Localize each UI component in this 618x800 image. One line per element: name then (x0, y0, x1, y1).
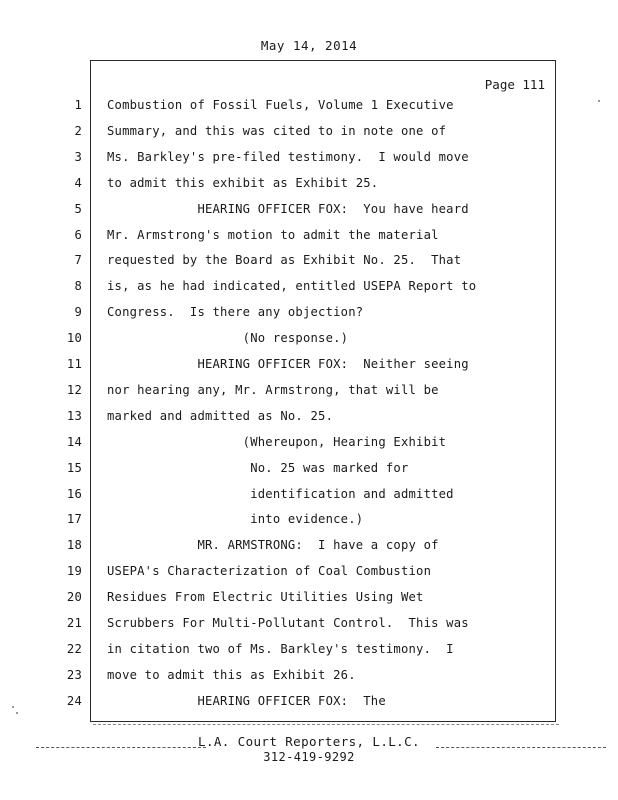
line-number: 2 (74, 123, 82, 138)
transcript-line (60, 380, 618, 400)
scan-speck (598, 100, 600, 102)
frame-bottom-border (93, 721, 559, 725)
line-number: 8 (74, 279, 82, 294)
line-text: into evidence.) (107, 512, 364, 527)
line-number: 5 (74, 201, 82, 216)
line-number: 20 (66, 590, 82, 605)
line-number: 1 (74, 98, 82, 112)
line-text: to admit this exhibit as Exhibit 25. (107, 175, 379, 190)
transcript-line (60, 225, 618, 245)
transcript-line (60, 302, 618, 322)
line-text: HEARING OFFICER FOX: The (107, 693, 386, 708)
transcript-line (60, 432, 618, 452)
line-text: Mr. Armstrong's motion to admit the material (107, 227, 439, 242)
line-number: 4 (74, 175, 82, 190)
line-text: requested by the Board as Exhibit No. 25. That (107, 253, 462, 268)
line-text: Combustion of Fossil Fuels, Volume 1 Executive (107, 98, 454, 112)
line-number: 15 (66, 460, 82, 475)
scan-speck (16, 712, 18, 714)
transcript-line (60, 639, 618, 659)
transcript-line (60, 691, 618, 711)
line-number: 10 (66, 331, 82, 346)
line-text: (Whereupon, Hearing Exhibit (107, 434, 447, 449)
transcript-line (60, 484, 618, 504)
transcript-line (60, 613, 618, 633)
scan-speck (12, 706, 14, 708)
line-number: 21 (66, 616, 82, 630)
line-number: 11 (66, 357, 82, 371)
line-text: HEARING OFFICER FOX: Neither seeing (107, 357, 469, 371)
line-text: marked and admitted as No. 25. (107, 408, 334, 423)
footer-phone: 312-419-9292 (263, 750, 355, 764)
page-number: Page 111 (484, 77, 545, 92)
footer-firm-name: L.A. Court Reporters, L.L.C. (198, 734, 420, 749)
transcript-line (60, 173, 618, 193)
line-number: 23 (66, 667, 82, 682)
line-text: USEPA's Characterization of Coal Combustion (107, 564, 432, 579)
line-text: identification and admitted (107, 486, 454, 501)
line-text: move to admit this as Exhibit 26. (107, 667, 356, 682)
transcript-line (60, 509, 618, 529)
line-text: Residues From Electric Utilities Using Wet (107, 590, 424, 605)
line-text: HEARING OFFICER FOX: You have heard (107, 201, 469, 216)
transcript-line (60, 561, 618, 581)
line-number: 7 (74, 253, 82, 268)
transcript-line (60, 276, 618, 296)
line-number: 12 (66, 382, 82, 397)
line-number: 22 (66, 641, 82, 656)
line-number: 6 (74, 227, 82, 242)
line-number: 9 (74, 305, 82, 320)
transcript-line (60, 250, 618, 270)
transcript-line (60, 121, 618, 141)
line-text: No. 25 was marked for (107, 460, 409, 475)
line-number: 3 (74, 149, 82, 164)
transcript-line (60, 587, 618, 607)
header-date: May 14, 2014 (260, 38, 358, 53)
line-number: 13 (66, 408, 82, 423)
line-number: 18 (66, 538, 82, 553)
line-number: 16 (66, 486, 82, 501)
line-text: Scrubbers For Multi-Pollutant Control. This was (107, 616, 469, 630)
transcript-line (60, 535, 618, 555)
line-number: 14 (66, 434, 82, 449)
line-text: Congress. Is there any objection? (107, 305, 364, 320)
transcript-line (60, 199, 618, 219)
line-text: (No response.) (107, 331, 349, 346)
line-text: Ms. Barkley's pre-filed testimony. I would move (107, 149, 469, 164)
line-text: nor hearing any, Mr. Armstrong, that will be (107, 382, 439, 397)
transcript-line (60, 665, 618, 685)
transcript-line (60, 458, 618, 478)
transcript-line (60, 406, 618, 426)
transcript-line (60, 328, 618, 348)
line-text: is, as he had indicated, entitled USEPA Report to (107, 279, 477, 294)
line-number: 24 (66, 693, 82, 708)
line-text: Summary, and this was cited to in note one of (107, 123, 447, 138)
transcript-line (60, 95, 618, 115)
line-number: 19 (66, 564, 82, 579)
line-text: in citation two of Ms. Barkley's testimony. I (107, 641, 454, 656)
line-number: 17 (66, 512, 82, 527)
line-text: MR. ARMSTRONG: I have a copy of (107, 538, 439, 553)
transcript-line (60, 147, 618, 167)
transcript-line (60, 354, 618, 374)
